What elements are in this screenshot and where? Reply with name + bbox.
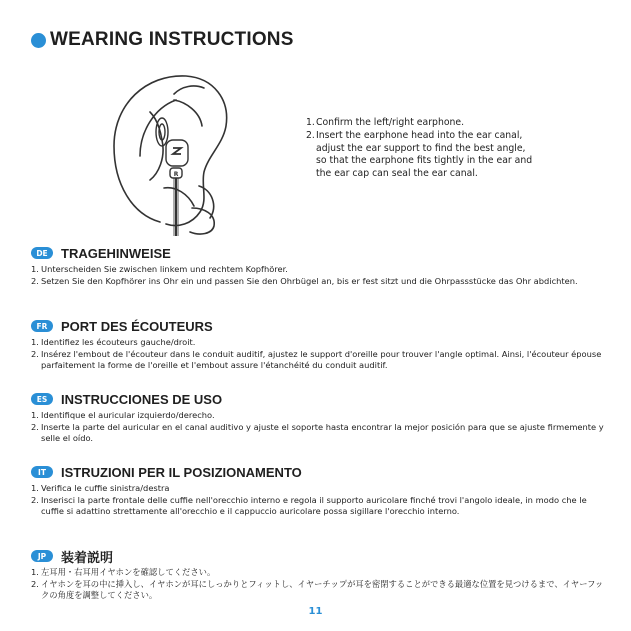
step: 1. 左耳用・右耳用イヤホンを確認してください。 [31,567,216,577]
language-badge: FR [31,320,53,332]
language-badge: IT [31,466,53,478]
step: 2. Inserte la parte del auricular en el canal auditivo y ajuste el soporte hasta encontrar la mejor posición para que se ajuste firmemente y selle el oído. [31,421,604,443]
language-badge: ES [31,393,53,405]
english-step-1: 1. Confirm the left/right earphone. [306,117,465,128]
section-fr [31,318,606,372]
bullet-dot-icon [31,33,46,48]
step: 2. Insérez l'embout de l'écouteur dans le conduit auditif, ajustez le support d'oreille pour trouver l'angle optimal. Ainsi, l'écouteur épouse parfaitement la forme de l'oreille et l'embout assure l'étanchéité du conduit auditif. [31,348,602,370]
step: 1. Identifique el auricular izquierdo/derecho. [31,410,215,420]
step: 1. Verifica le cuffie sinistra/destra [31,483,170,493]
main-heading [31,29,294,51]
main-title: WEARING INSTRUCTIONS [50,29,294,50]
section-title: TRAGEHINWEISE [61,245,171,261]
section-es [31,391,606,445]
section-title: INSTRUCCIONES DE USO [61,391,223,407]
section-jp [31,548,606,602]
step: 1. Identifiez les écouteurs gauche/droit. [31,337,196,347]
section-title: 装着説明 [61,549,114,565]
page-number: 11 [308,606,323,617]
language-badge: DE [31,247,53,259]
side-letter: R [173,171,179,178]
ear-with-earphone-illustration [104,68,234,240]
english-instructions [306,117,536,181]
step: 2. Inserisci la parte frontale delle cuffie nell'orecchio interno e regola il supporto auricolare finché trovi l'angolo ideale, in modo che le cuffie si adattino strettamente all'orecchio e il cappuccio auricolare possa sigillare l'orecchio interno. [31,494,587,516]
section-title: ISTRUZIONI PER IL POSIZIONAMENTO [61,464,302,480]
section-title: PORT DES ÉCOUTEURS [61,318,213,334]
section-de [31,245,606,287]
step: 2. イヤホンを耳の中に挿入し、イヤホンが耳にしっかりとフィットし、イヤーチップが耳を密閉することができる最適な位置を見つけるまで、イヤーフックの角度を調整してください。 [31,578,604,600]
language-badge: JP [31,550,53,562]
english-step-2: 2. Insert the earphone head into the ear canal, adjust the ear support to find the best angle, so that the earphone fits tightly in the ear and the ear cap can seal the ear canal. [306,129,533,180]
step: 2. Setzen Sie den Kopfhörer ins Ohr ein und passen Sie den Ohrbügel an, bis er fest sitzt und die Ohrpassstücke das Ohr abdichten. [31,275,578,286]
step: 1. Unterscheiden Sie zwischen linkem und rechtem Kopfhörer. [31,264,288,274]
section-it [31,464,606,518]
